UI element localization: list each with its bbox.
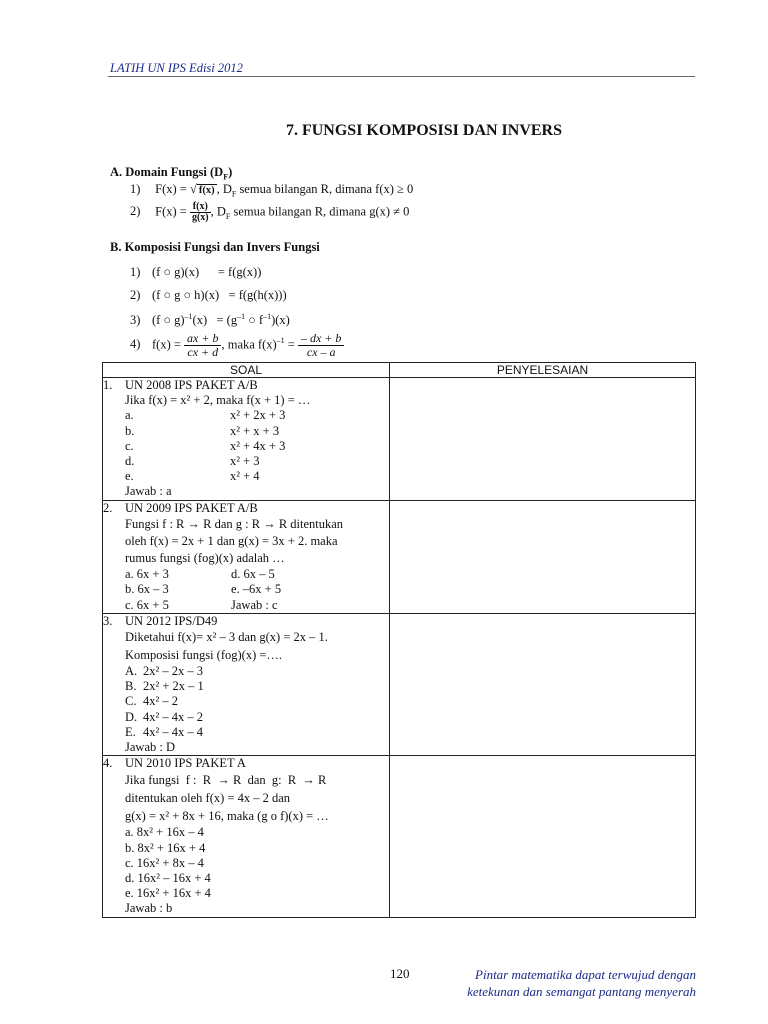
option-key: d.: [125, 454, 135, 469]
question-stem: Jika fungsi f : R → R dan g: R → R: [125, 773, 327, 788]
option-b: b. 8x² + 16x + 4: [125, 840, 206, 855]
table-row: [103, 613, 696, 755]
section-b-heading: B. Komposisi Fungsi dan Invers Fungsi: [110, 240, 320, 254]
question-stem: ditentukan oleh f(x) = 4x – 2 dan: [125, 791, 290, 806]
inverse-formula-mid: , maka f(x): [221, 337, 277, 352]
header-penyelesaian: PENYELESAIAN: [390, 363, 696, 378]
question-4: [103, 756, 390, 917]
option-key: A.: [125, 664, 138, 679]
fraction-denominator: cx – a: [306, 345, 336, 359]
inverse-formula-sup: –1: [276, 336, 285, 346]
option-row: [125, 567, 389, 582]
option-key: E.: [125, 724, 136, 739]
option-d: d. 16x² – 16x + 4: [125, 871, 211, 886]
option-key: C.: [125, 694, 137, 709]
composition-item-2: [130, 288, 287, 303]
option-value: 4x² – 4x – 2: [143, 709, 203, 724]
item-number: 1): [130, 182, 141, 196]
item-number: 4): [130, 337, 141, 352]
solution-cell: [390, 613, 696, 755]
option-value: x² + 4: [230, 469, 260, 484]
option-a: [125, 408, 389, 423]
fraction-numerator: ax + b: [184, 332, 221, 346]
option: d. 6x – 5: [231, 567, 275, 582]
composition-item-3: [130, 312, 290, 328]
question-number: 1.: [103, 378, 113, 392]
option-key: c.: [125, 438, 134, 453]
composition-item-4: [130, 332, 344, 359]
solution-cell: [390, 756, 696, 917]
option-value: 2x² + 2x – 1: [143, 679, 204, 694]
option-key: a.: [125, 408, 134, 423]
question-3: [103, 613, 390, 755]
option-e: [125, 469, 389, 484]
option-row: [125, 598, 389, 613]
page-number: 120: [390, 966, 410, 981]
option-e: e. 16x² + 16x + 4: [125, 886, 211, 901]
section-a-heading-sub: F: [223, 172, 229, 182]
question-stem: Fungsi f : R → R dan g : R → R ditentukan: [125, 517, 344, 532]
domain-item-1-lhs: F(x) =: [155, 182, 187, 196]
composition-item-1-text: (f ○ g)(x) = f(g(x)): [152, 265, 262, 279]
option: e. –6x + 5: [231, 582, 282, 597]
question-source: UN 2010 IPS PAKET A: [125, 756, 246, 771]
domain-item-2-rhs-b: semua bilangan R, dimana g(x) ≠ 0: [230, 204, 410, 219]
option-key: D.: [125, 709, 138, 724]
question-1: [103, 378, 390, 501]
solution-cell: [390, 378, 696, 501]
question-stem: g(x) = x² + 8x + 16, maka (g o f)(x) = …: [125, 809, 329, 824]
domain-item-2-sub: F: [225, 211, 231, 221]
question-stem: rumus fungsi (fog)(x) adalah …: [125, 551, 285, 566]
option-value: x² + 2x + 3: [230, 408, 286, 423]
option-value: 2x² – 2x – 3: [143, 664, 203, 679]
question-number: 4.: [103, 756, 113, 771]
question-stem: Diketahui f(x)= x² – 3 dan g(x) = 2x – 1.: [125, 630, 328, 645]
option-row: [125, 582, 389, 597]
table-row: [103, 501, 696, 614]
table-row: [103, 378, 696, 501]
option-d: [125, 454, 389, 469]
inverse-sup-c: –1: [263, 312, 272, 321]
inverse-formula-fraction-1: [184, 332, 221, 359]
option-c: [125, 694, 389, 709]
domain-item-2-rhs-a: , D: [210, 204, 226, 219]
header-soal: SOAL: [103, 363, 390, 378]
domain-item-2-lhs: F(x) =: [155, 204, 187, 219]
chapter-title: 7. FUNGSI KOMPOSISI DAN INVERS: [285, 122, 563, 139]
domain-item-2: [130, 202, 409, 223]
fraction-denominator: g(x): [191, 212, 209, 223]
answer-key: Jawab : D: [125, 740, 175, 755]
option-c: c. 16x² + 8x – 4: [125, 855, 204, 870]
question-stem: Jika f(x) = x² + 2, maka f(x + 1) = …: [125, 393, 311, 408]
footer-motto-line-1: Pintar matematika dapat terwujud dengan: [475, 967, 696, 982]
item-number: 3): [130, 313, 141, 328]
table-header-row: [103, 363, 696, 378]
footer-motto: [467, 966, 696, 1000]
domain-item-1: [130, 182, 413, 199]
question-stem: oleh f(x) = 2x + 1 dan g(x) = 3x + 2. maka: [125, 534, 338, 549]
option-value: x² + x + 3: [230, 423, 280, 438]
domain-item-1-sub: F: [231, 189, 237, 199]
option-key: b.: [125, 423, 135, 438]
composition-item-1: [130, 265, 261, 280]
inverse-part-b: (x) = (g: [192, 313, 238, 328]
option-d: [125, 710, 389, 725]
option-value: 4x² – 2: [143, 694, 178, 709]
answer-key: Jawab : a: [125, 484, 172, 499]
question-table: [102, 362, 696, 918]
question-source: UN 2012 IPS/D49: [125, 613, 218, 628]
option: b. 6x – 3: [125, 582, 169, 597]
inverse-sup-a: –1: [184, 312, 193, 321]
inverse-formula-fraction-2: [298, 332, 344, 359]
section-a-heading: [110, 165, 232, 182]
option-value: 4x² – 4x – 4: [143, 724, 203, 739]
option: c. 6x + 5: [125, 597, 169, 612]
domain-item-1-rhs-a: , D: [216, 182, 232, 196]
fraction-denominator: cx + d: [187, 345, 219, 359]
sqrt-radicand: f(x): [198, 185, 215, 196]
section-a-heading-text: A. Domain Fungsi (D: [110, 165, 224, 179]
option-value: x² + 3: [230, 454, 260, 469]
question-2: [103, 501, 390, 614]
item-number: 1): [130, 265, 141, 279]
question-source: UN 2009 IPS PAKET A/B: [125, 501, 258, 515]
item-number: 2): [130, 288, 141, 302]
inverse-part-a: (f ○ g): [152, 313, 185, 328]
table-row: [103, 756, 696, 917]
option: a. 6x + 3: [125, 567, 169, 582]
composition-item-2-text: (f ○ g ○ h)(x) = f(g(h(x))): [152, 288, 287, 302]
option-c: [125, 439, 389, 454]
question-source: UN 2008 IPS PAKET A/B: [125, 378, 258, 392]
option-a: a. 8x² + 16x – 4: [125, 825, 204, 840]
sqrt-symbol: √ f(x): [189, 182, 215, 196]
option-key: B.: [125, 679, 137, 694]
domain-item-1-rhs-b: semua bilangan R, dimana f(x) ≥ 0: [236, 182, 414, 196]
header-rule: [108, 76, 695, 77]
inverse-sup-b: –1: [237, 312, 246, 321]
section-a-heading-end: ): [228, 165, 233, 179]
answer-key: Jawab : c: [231, 597, 278, 612]
solution-cell: [390, 501, 696, 614]
footer-motto-line-2: ketekunan dan semangat pantang menyerah: [467, 984, 696, 999]
option-e: [125, 725, 389, 740]
fraction-numerator: f(x): [190, 202, 211, 213]
question-number: 3.: [103, 613, 113, 628]
question-stem: Komposisi fungsi (fog)(x) =….: [125, 648, 283, 663]
inverse-part-c: ○ f: [245, 313, 264, 328]
option-value: x² + 4x + 3: [230, 438, 286, 453]
option-a: [125, 664, 389, 679]
item-number: 2): [130, 204, 141, 219]
inverse-formula-lhs: f(x) =: [152, 337, 181, 352]
option-key: e.: [125, 469, 134, 484]
option-b: [125, 679, 389, 694]
domain-fraction: [190, 202, 211, 223]
running-header: LATIH UN IPS Edisi 2012: [110, 61, 243, 75]
question-number: 2.: [103, 501, 113, 515]
answer-key: Jawab : b: [125, 901, 173, 916]
fraction-numerator: – dx + b: [298, 332, 344, 346]
inverse-part-d: )(x): [271, 313, 290, 328]
option-b: [125, 424, 389, 439]
inverse-formula-eq: =: [284, 337, 295, 352]
